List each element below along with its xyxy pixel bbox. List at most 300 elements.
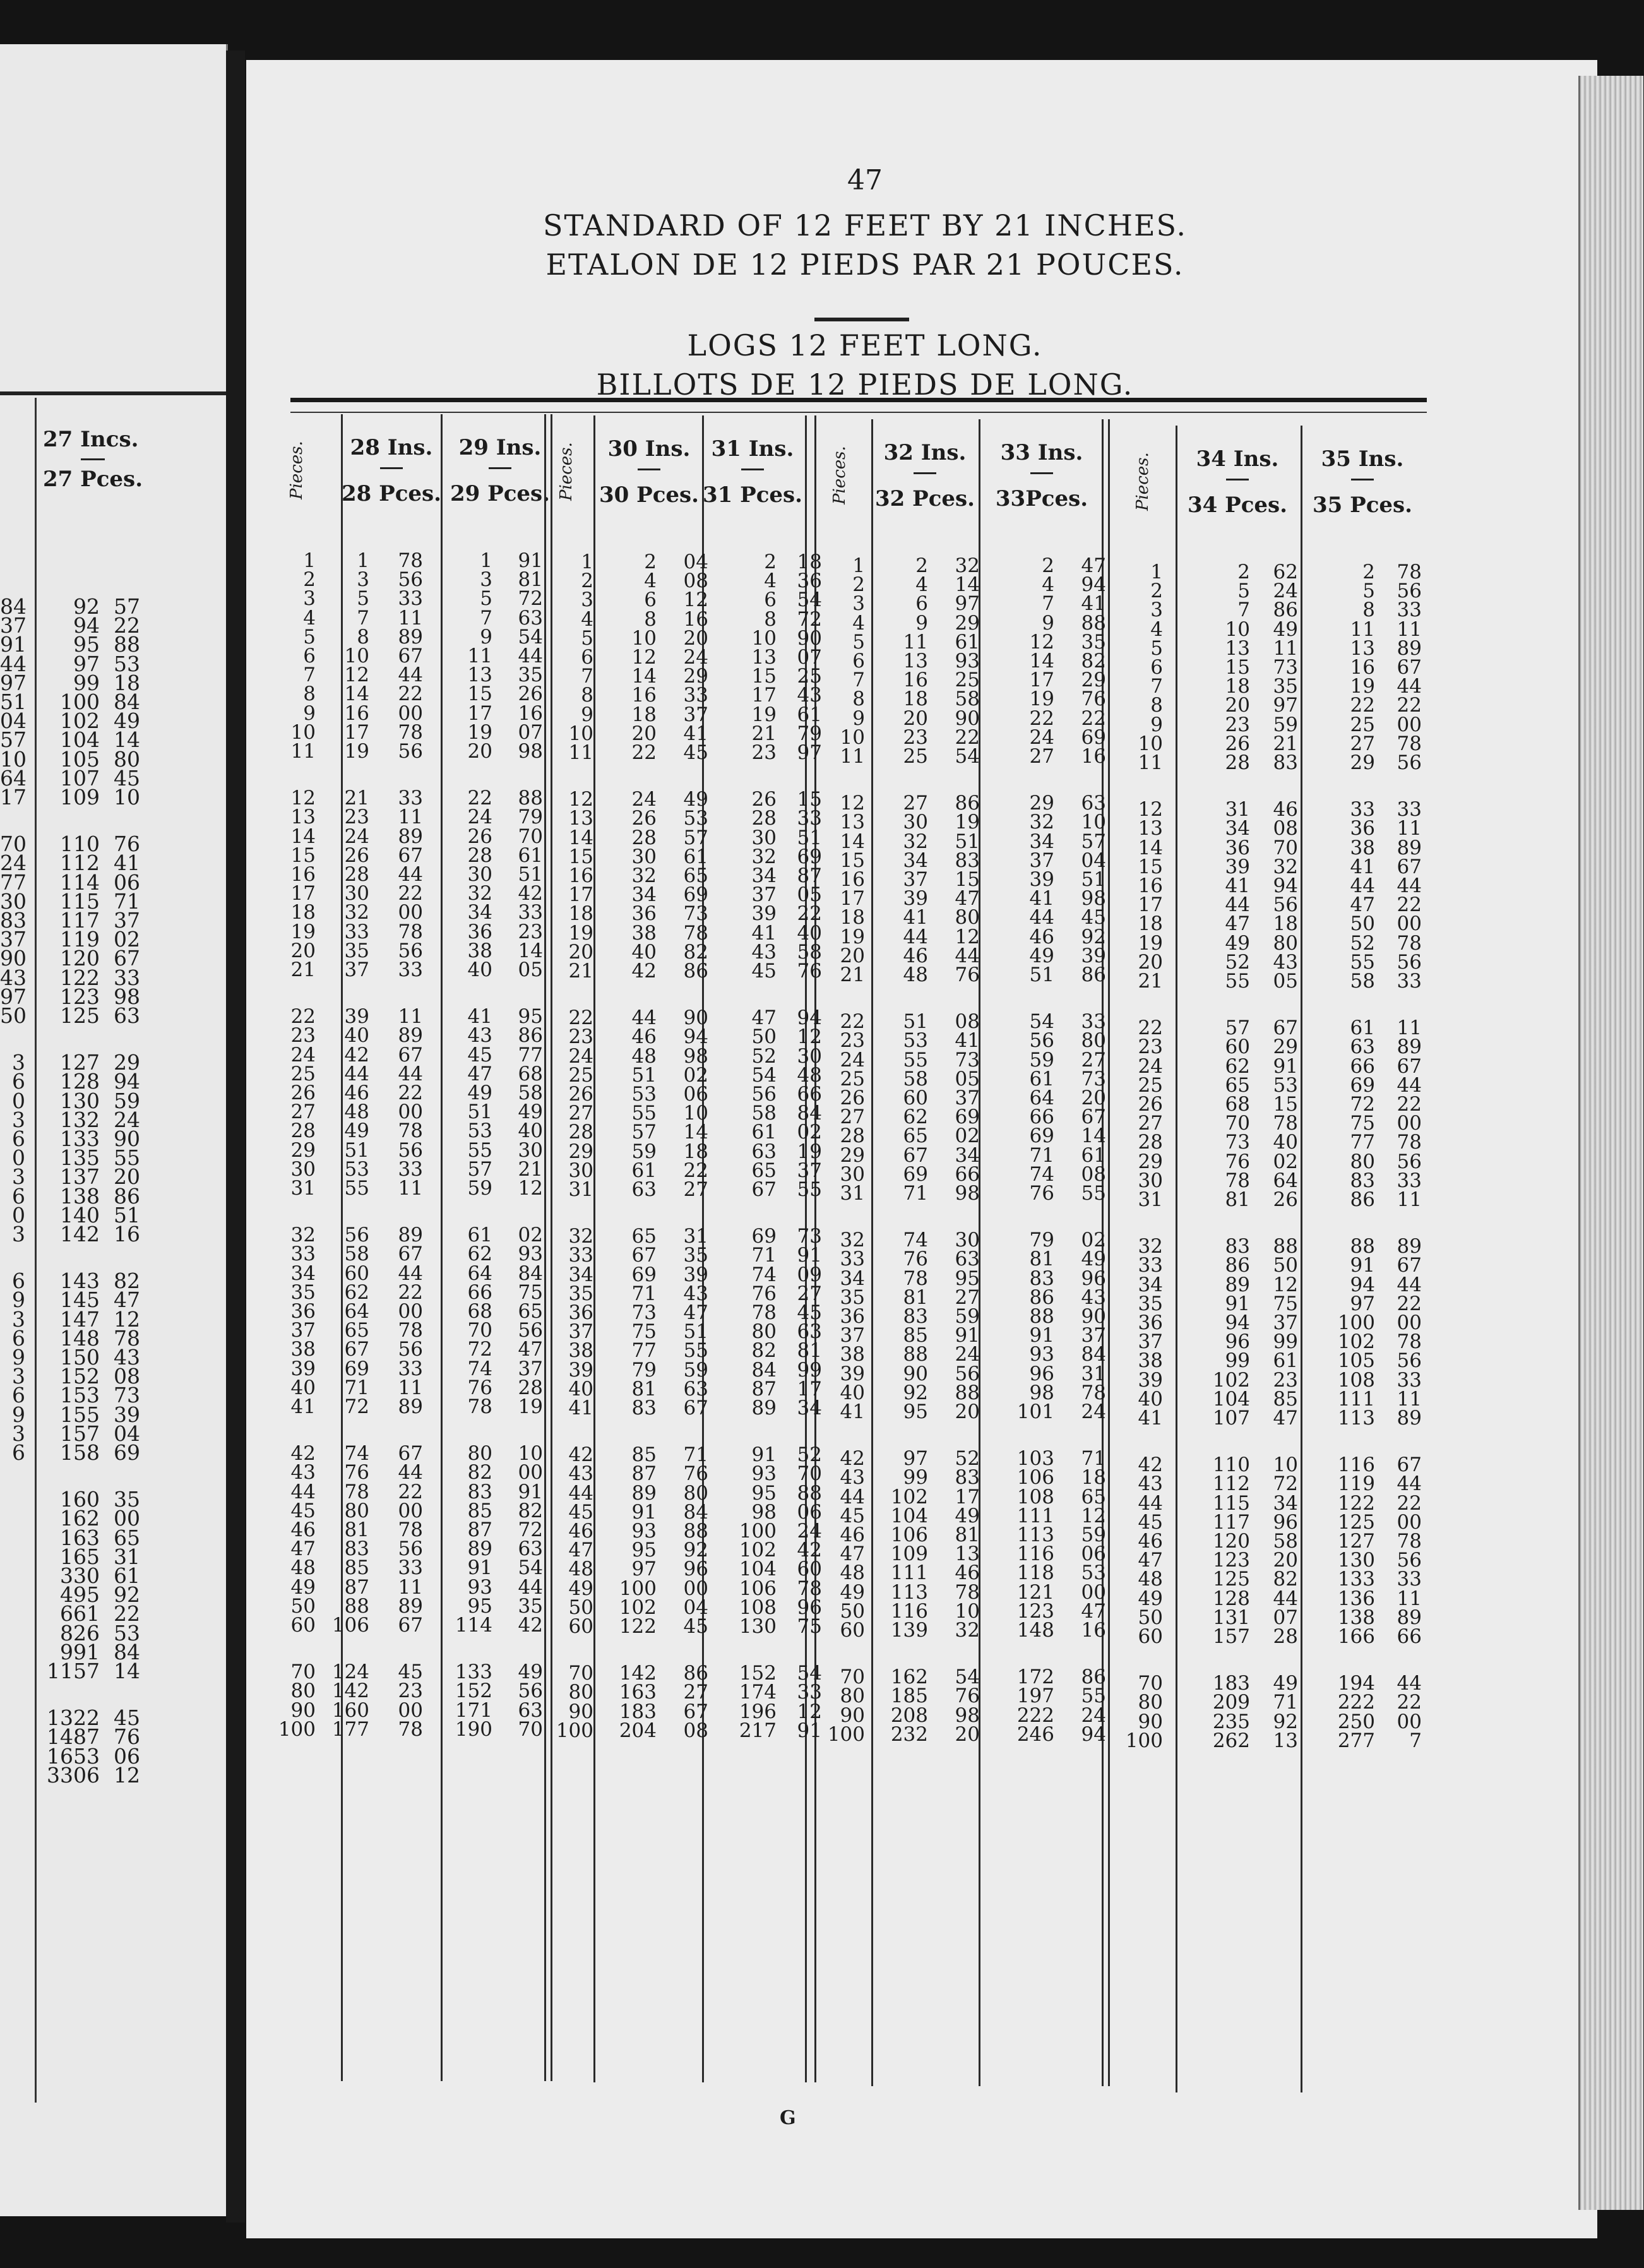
feet-fraction: 44	[1397, 1472, 1422, 1496]
pieces-count: 29	[568, 1140, 593, 1163]
feet-fraction: 22	[1397, 1491, 1422, 1515]
feet-value: 70	[467, 1319, 492, 1342]
feet-fraction: 63	[518, 606, 543, 630]
pieces-count: 25	[290, 1062, 316, 1085]
pieces-count: 7	[303, 664, 316, 687]
feet-fraction: 24	[1081, 1400, 1106, 1423]
feet-fraction: 52	[797, 1443, 822, 1467]
feet-fraction: 59	[955, 1305, 980, 1328]
feet-value: 172	[1016, 1666, 1054, 1689]
feet-value: 41	[467, 1005, 492, 1029]
pieces-count: 9	[852, 707, 865, 730]
left-feet-value: 117	[60, 908, 100, 933]
feet-value: 51	[631, 1063, 657, 1087]
feet-fraction: 67	[1273, 1017, 1298, 1040]
feet-fraction: 22	[1397, 694, 1422, 717]
left-fragment-value: 6	[12, 1268, 25, 1294]
feet-value: 57	[631, 1121, 657, 1144]
column-header	[874, 441, 975, 511]
feet-fraction: 76	[955, 964, 980, 986]
feet-value: 47	[1225, 912, 1250, 936]
left-feet-fraction: 57	[114, 594, 140, 619]
feet-fraction: 45	[683, 1615, 708, 1638]
feet-value: 109	[890, 1543, 928, 1566]
feet-fraction: 37	[1081, 1324, 1106, 1347]
left-fragment-value: 70	[0, 832, 27, 857]
feet-value: 34	[631, 883, 657, 907]
feet-value: 51	[344, 1138, 369, 1162]
left-fragment-value: 6	[12, 1440, 25, 1465]
left-fragment-value: 17	[0, 785, 27, 809]
feet-fraction: 42	[797, 1539, 822, 1562]
pieces-count: 90	[290, 1698, 316, 1722]
page-number: 47	[847, 164, 883, 196]
feet-value: 19	[467, 720, 492, 744]
feet-fraction: 91	[797, 1244, 822, 1267]
feet-fraction: 37	[1273, 1311, 1298, 1334]
feet-value: 80	[344, 1499, 369, 1522]
feet-value: 65	[751, 1159, 777, 1182]
feet-value: 20	[1225, 694, 1250, 717]
feet-value: 120	[1212, 1530, 1250, 1553]
feet-fraction: 63	[1081, 792, 1106, 815]
feet-fraction: 33	[1397, 599, 1422, 622]
feet-fraction: 89	[398, 1224, 423, 1247]
feet-value: 78	[1225, 1169, 1250, 1192]
feet-fraction: 79	[518, 806, 543, 829]
feet-fraction: 56	[398, 1338, 423, 1361]
feet-value: 62	[467, 1243, 492, 1266]
feet-value: 62	[903, 1106, 928, 1129]
feet-fraction: 98	[683, 1044, 708, 1068]
left-feet-fraction: 43	[114, 1345, 140, 1370]
feet-value: 8	[644, 607, 657, 631]
feet-value: 64	[344, 1300, 369, 1323]
left-feet-value: 157	[60, 1421, 100, 1446]
left-fragment-value: 6	[12, 1383, 25, 1408]
feet-fraction: 67	[683, 1700, 708, 1723]
pieces-count: 35	[568, 1282, 593, 1305]
feet-fraction: 12	[1273, 1273, 1298, 1296]
feet-fraction: 00	[398, 1499, 423, 1522]
pieces-count: 28	[840, 1125, 865, 1148]
feet-value: 11	[467, 645, 492, 667]
feet-value: 7	[1237, 599, 1250, 622]
feet-value: 85	[344, 1556, 369, 1580]
feet-fraction: 25	[955, 669, 980, 692]
feet-fraction: 24	[683, 646, 708, 669]
feet-fraction: 09	[797, 1263, 822, 1286]
feet-value: 33	[344, 920, 369, 943]
feet-value: 67	[903, 1143, 928, 1167]
left-fragment-value: 9	[12, 1402, 25, 1427]
feet-fraction: 43	[797, 684, 822, 707]
pieces-count: 7	[1150, 675, 1163, 698]
feet-fraction: 00	[1397, 713, 1422, 736]
feet-value: 197	[1016, 1685, 1054, 1708]
feet-fraction: 27	[1081, 1048, 1106, 1071]
column-header-pouces: 30 Pces.	[599, 482, 700, 508]
feet-value: 48	[344, 1101, 369, 1124]
feet-fraction: 81	[797, 1339, 822, 1363]
pieces-count: 1	[303, 549, 316, 572]
feet-value: 217	[739, 1719, 777, 1742]
left-feet-fraction: 84	[114, 1639, 140, 1664]
pieces-count: 28	[568, 1121, 593, 1144]
feet-fraction: 7	[1409, 1729, 1422, 1752]
feet-fraction: 44	[398, 863, 423, 886]
pieces-heading: Pieces.	[557, 442, 576, 501]
feet-fraction: 94	[797, 1006, 822, 1030]
feet-value: 183	[619, 1700, 657, 1723]
feet-value: 42	[631, 960, 657, 982]
feet-fraction: 56	[1397, 1150, 1422, 1173]
feet-fraction: 44	[518, 1575, 543, 1599]
pieces-count: 21	[290, 958, 316, 981]
feet-value: 89	[467, 1537, 492, 1561]
feet-value: 45	[467, 1043, 492, 1066]
feet-fraction: 04	[683, 551, 708, 573]
feet-fraction: 40	[797, 921, 822, 945]
feet-fraction: 44	[1397, 874, 1422, 897]
feet-value: 23	[344, 806, 369, 829]
feet-value: 74	[903, 1229, 928, 1252]
pieces-count: 30	[1138, 1169, 1163, 1192]
feet-fraction: 84	[518, 1262, 543, 1285]
feet-value: 85	[631, 1443, 657, 1467]
left-feet-fraction: 08	[114, 1364, 140, 1389]
feet-value: 40	[344, 1024, 369, 1047]
feet-fraction: 72	[518, 1519, 543, 1541]
pieces-count: 90	[1138, 1710, 1163, 1733]
feet-fraction: 44	[518, 645, 543, 667]
left-fragment-value: 3	[12, 1364, 25, 1389]
feet-value: 64	[467, 1262, 492, 1285]
feet-fraction: 78	[955, 1580, 980, 1604]
pieces-count: 38	[290, 1338, 316, 1361]
table-row	[0, 750, 1641, 775]
column-header	[450, 436, 551, 506]
column-header-inches: 35 Ins.	[1321, 446, 1404, 472]
feet-value: 39	[344, 1005, 369, 1029]
left-feet-fraction: 47	[114, 1287, 140, 1313]
feet-fraction: 49	[1273, 618, 1298, 641]
feet-fraction: 46	[1273, 798, 1298, 821]
feet-fraction: 49	[683, 788, 708, 811]
pieces-count: 50	[840, 1599, 865, 1623]
feet-fraction: 66	[955, 1162, 980, 1186]
feet-fraction: 56	[398, 939, 423, 962]
feet-value: 262	[1212, 1729, 1250, 1752]
left-feet-value: 112	[60, 850, 100, 876]
feet-value: 97	[631, 1558, 657, 1581]
feet-fraction: 70	[518, 1717, 543, 1741]
pieces-count: 22	[840, 1010, 865, 1034]
left-feet-fraction: 51	[114, 1202, 140, 1227]
feet-value: 14	[631, 665, 657, 688]
pieces-count: 15	[290, 844, 316, 867]
feet-fraction: 65	[683, 864, 708, 887]
feet-fraction: 06	[797, 1500, 822, 1524]
feet-fraction: 30	[955, 1229, 980, 1252]
feet-value: 32	[467, 882, 492, 905]
feet-fraction: 61	[797, 703, 822, 726]
feet-value: 104	[1212, 1387, 1250, 1411]
pieces-count: 24	[290, 1043, 316, 1066]
feet-fraction: 82	[683, 940, 708, 964]
feet-fraction: 22	[1397, 1292, 1422, 1315]
feet-fraction: 19	[955, 811, 980, 834]
feet-fraction: 11	[398, 606, 423, 630]
feet-value: 8	[764, 607, 777, 631]
feet-value: 30	[903, 811, 928, 834]
feet-fraction: 88	[797, 1481, 822, 1505]
feet-value: 122	[1337, 1491, 1375, 1515]
feet-value: 28	[631, 826, 657, 849]
feet-value: 17	[344, 720, 369, 744]
feet-fraction: 81	[518, 568, 543, 592]
left-feet-value: 110	[60, 832, 100, 857]
feet-value: 80	[467, 1442, 492, 1465]
pieces-count: 16	[568, 864, 593, 887]
feet-fraction: 49	[1081, 1248, 1106, 1271]
feet-fraction: 55	[1081, 1182, 1106, 1205]
feet-value: 89	[1225, 1273, 1250, 1296]
feet-value: 66	[1350, 1054, 1375, 1078]
pieces-count: 14	[840, 830, 865, 853]
column-header-pouces: 32 Pces.	[874, 486, 975, 511]
left-feet-value: 1653	[47, 1743, 100, 1769]
feet-value: 13	[903, 650, 928, 672]
feet-value: 194	[1337, 1672, 1375, 1695]
feet-value: 133	[455, 1661, 492, 1684]
feet-value: 27	[1029, 745, 1054, 768]
table-row	[0, 1624, 1641, 1649]
feet-fraction: 47	[1081, 554, 1106, 577]
feet-fraction: 89	[1397, 1606, 1422, 1629]
feet-value: 93	[1029, 1343, 1054, 1366]
feet-fraction: 63	[797, 1320, 822, 1344]
feet-fraction: 33	[797, 1681, 822, 1704]
feet-value: 88	[1350, 1235, 1375, 1258]
feet-fraction: 44	[398, 1062, 423, 1085]
feet-value: 56	[344, 1224, 369, 1247]
feet-value: 232	[890, 1722, 928, 1746]
left-feet-fraction: 90	[114, 1126, 140, 1151]
feet-fraction: 67	[1397, 656, 1422, 679]
feet-value: 24	[467, 806, 492, 829]
feet-value: 26	[631, 807, 657, 830]
feet-value: 67	[751, 1178, 777, 1201]
left-fragment-value: 3	[12, 1306, 25, 1332]
feet-fraction: 22	[1081, 707, 1106, 730]
feet-fraction: 34	[955, 1143, 980, 1167]
feet-value: 69	[1350, 1073, 1375, 1097]
feet-fraction: 89	[398, 825, 423, 848]
feet-value: 76	[1225, 1150, 1250, 1173]
pieces-count: 25	[840, 1067, 865, 1090]
feet-value: 29	[1029, 792, 1054, 815]
left-feet-value: 162	[60, 1506, 100, 1531]
feet-fraction: 73	[683, 902, 708, 926]
feet-fraction: 92	[683, 1539, 708, 1562]
feet-value: 39	[1225, 855, 1250, 878]
feet-value: 112	[1212, 1472, 1250, 1496]
feet-fraction: 33	[1397, 1368, 1422, 1392]
feet-value: 83	[1029, 1267, 1054, 1290]
feet-fraction: 73	[955, 1048, 980, 1071]
pieces-count: 5	[581, 626, 593, 650]
pieces-count: 29	[1138, 1150, 1163, 1173]
feet-fraction: 59	[1273, 713, 1298, 736]
pieces-count: 12	[290, 787, 316, 810]
feet-value: 91	[1350, 1254, 1375, 1277]
feet-value: 77	[1350, 1131, 1375, 1154]
feet-fraction: 75	[1273, 1292, 1298, 1315]
feet-fraction: 77	[518, 1043, 543, 1066]
left-feet-fraction: 06	[114, 869, 140, 895]
pieces-count: 31	[840, 1182, 865, 1205]
feet-fraction: 45	[797, 1301, 822, 1324]
column-header-bar	[1226, 479, 1249, 480]
feet-value: 85	[467, 1499, 492, 1522]
feet-fraction: 20	[1081, 1087, 1106, 1109]
pieces-count: 37	[1138, 1330, 1163, 1354]
feet-value: 8	[1362, 599, 1375, 622]
pieces-count: 6	[303, 645, 316, 667]
feet-fraction: 71	[1081, 1447, 1106, 1471]
left-feet-value: 165	[60, 1544, 100, 1569]
feet-fraction: 88	[955, 1381, 980, 1404]
feet-value: 60	[903, 1087, 928, 1109]
feet-value: 47	[751, 1006, 777, 1030]
feet-value: 39	[903, 887, 928, 910]
feet-fraction: 24	[955, 1343, 980, 1366]
feet-fraction: 29	[683, 665, 708, 688]
feet-fraction: 96	[1081, 1267, 1106, 1290]
feet-fraction: 20	[1273, 1549, 1298, 1572]
feet-fraction: 40	[1273, 1131, 1298, 1154]
feet-value: 6	[764, 588, 777, 612]
feet-fraction: 02	[1273, 1150, 1298, 1173]
pieces-count: 32	[1138, 1235, 1163, 1258]
pieces-count: 48	[840, 1561, 865, 1585]
feet-fraction: 14	[518, 939, 543, 962]
feet-value: 65	[631, 1225, 657, 1248]
feet-fraction: 63	[683, 1377, 708, 1400]
feet-value: 37	[903, 868, 928, 891]
left-feet-fraction: 59	[114, 1088, 140, 1113]
feet-value: 23	[1225, 713, 1250, 736]
feet-value: 160	[331, 1698, 369, 1722]
feet-value: 42	[344, 1043, 369, 1066]
pieces-count: 30	[840, 1162, 865, 1186]
feet-value: 53	[903, 1029, 928, 1053]
feet-value: 6	[644, 588, 657, 612]
feet-fraction: 56	[1273, 893, 1298, 917]
feet-fraction: 11	[1397, 1017, 1422, 1040]
feet-value: 71	[903, 1182, 928, 1205]
left-fragment-value: 0	[12, 1145, 25, 1171]
left-feet-value: 115	[60, 888, 100, 914]
left-feet-fraction: 45	[114, 1705, 140, 1731]
feet-value: 133	[1337, 1568, 1375, 1591]
feet-value: 162	[890, 1666, 928, 1689]
pieces-count: 39	[290, 1357, 316, 1380]
feet-fraction: 95	[518, 1005, 543, 1029]
feet-fraction: 78	[683, 921, 708, 945]
feet-fraction: 12	[955, 925, 980, 948]
pieces-count: 9	[581, 703, 593, 726]
feet-value: 68	[1225, 1093, 1250, 1116]
feet-value: 97	[1350, 1292, 1375, 1315]
pieces-count: 33	[568, 1244, 593, 1267]
column-header-pouces: 31 Pces.	[702, 482, 803, 508]
feet-value: 87	[344, 1575, 369, 1599]
pieces-count: 48	[1138, 1568, 1163, 1591]
feet-value: 10	[751, 626, 777, 650]
feet-value: 17	[467, 701, 492, 725]
feet-value: 36	[1350, 817, 1375, 840]
pieces-count: 43	[840, 1466, 865, 1489]
feet-value: 86	[1350, 1188, 1375, 1211]
feet-fraction: 00	[1397, 1510, 1422, 1534]
feet-value: 55	[467, 1138, 492, 1162]
pieces-count: 41	[290, 1395, 316, 1418]
pieces-count: 41	[840, 1400, 865, 1423]
pieces-count: 17	[290, 882, 316, 905]
feet-fraction: 55	[683, 1339, 708, 1363]
feet-fraction: 49	[518, 1101, 543, 1124]
left-fragment-value: 37	[0, 927, 27, 952]
feet-value: 71	[751, 1244, 777, 1267]
feet-fraction: 27	[797, 1282, 822, 1305]
feet-fraction: 44	[398, 664, 423, 687]
feet-fraction: 91	[518, 1480, 543, 1503]
feet-fraction: 37	[518, 1357, 543, 1380]
feet-fraction: 63	[518, 1698, 543, 1722]
pieces-count: 44	[290, 1480, 316, 1503]
pieces-count: 47	[290, 1537, 316, 1561]
feet-fraction: 10	[1273, 1453, 1298, 1477]
feet-fraction: 47	[1081, 1599, 1106, 1623]
feet-fraction: 78	[1397, 1530, 1422, 1553]
feet-value: 43	[751, 940, 777, 964]
feet-value: 123	[1016, 1599, 1054, 1623]
pieces-count: 40	[290, 1376, 316, 1399]
column-header	[1187, 447, 1288, 517]
pieces-count: 15	[1138, 855, 1163, 878]
pieces-count: 49	[840, 1580, 865, 1604]
left-feet-fraction: 71	[114, 888, 140, 914]
left-feet-fraction: 20	[114, 1164, 140, 1190]
pieces-count: 45	[290, 1499, 316, 1522]
feet-value: 85	[903, 1324, 928, 1347]
feet-fraction: 00	[398, 901, 423, 924]
pieces-count: 49	[568, 1577, 593, 1600]
feet-fraction: 90	[955, 707, 980, 730]
pieces-count: 43	[290, 1461, 316, 1484]
feet-value: 80	[751, 1320, 777, 1344]
pieces-count: 13	[1138, 817, 1163, 840]
feet-value: 73	[1225, 1131, 1250, 1154]
pieces-count: 3	[581, 588, 593, 612]
feet-value: 128	[1212, 1587, 1250, 1610]
left-feet-fraction: 14	[114, 1659, 140, 1683]
feet-fraction: 45	[1081, 906, 1106, 929]
left-fragment-value: 0	[12, 1088, 25, 1113]
left-table-row	[0, 1762, 215, 1789]
